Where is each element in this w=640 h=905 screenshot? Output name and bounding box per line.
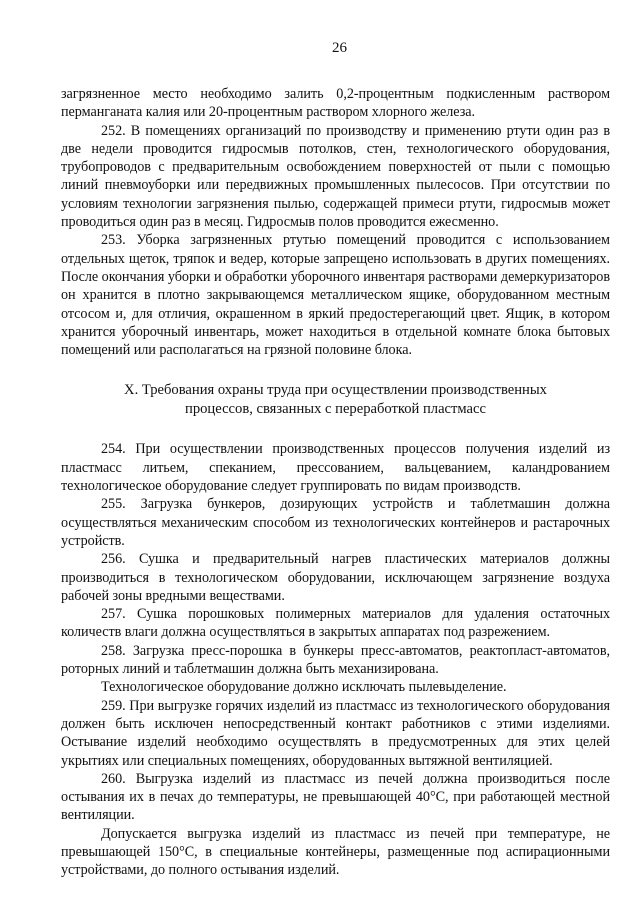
paragraph-252: 252. В помещениях организаций по производству и применению ртути один раз в две недели проводится гидросмыв потолков, стен, технологического оборудования, трубопроводов с предварительным освобождением поверхностей от пыли с помощью линий пневмоуборки или передвижных промышленных пылесосов. При отсутствии по условиям технологии загрязнения пылью, содержащей примеси ртути, гидросмыв может проводиться один раз в месяц. Гидросмыв полов проводится ежесменно.	[61, 122, 610, 231]
paragraph-continuation: загрязненное место необходимо залить 0,2-процентным подкисленным раствором перманганата калия или 20-процентным раствором хлорного железа.	[61, 86, 610, 121]
paragraph-258-note: Технологическое оборудование должно исключать пылевыделение.	[101, 679, 507, 696]
section-heading	[61, 381, 610, 418]
section-heading-line-2: процессов, связанных с переработкой пластмасс	[185, 400, 486, 417]
paragraph-257: 257. Сушка порошковых полимерных материалов для удаления остаточных количеств влаги должна осуществляться в закрытых аппаратах под разрежением.	[61, 606, 610, 641]
paragraph-254: 254. При осуществлении производственных процессов получения изделий из пластмасс литьем, спеканием, прессованием, вальцеванием, каландрованием технологическое оборудование следует группировать по видам производств.	[61, 441, 610, 495]
paragraph-259: 259. При выгрузке горячих изделий из пластмасс из технологического оборудования должен быть исключен непосредственный контакт работников с этими изделиями. Остывание изделий необходимо осуществлять в предусмотренных для этих целей укрытиях или специальных помещениях, оборудованных вытяжной вентиляцией.	[61, 697, 610, 769]
page-number: 26	[332, 40, 347, 56]
text-block-after	[61, 440, 610, 879]
paragraph-260-note: Допускается выгрузка изделий из пластмасс из печей при температуре, не превышающей 150°С, в специальные контейнеры, размещенные под аспирационными устройствами, до полного остывания изделий.	[61, 825, 610, 879]
paragraph-256: 256. Сушка и предварительный нагрев пластических материалов должны производиться в технологическом оборудовании, исключающем загрязнение воздуха рабочей зоны вредными веществами.	[61, 551, 610, 604]
paragraph-253: 253. Уборка загрязненных ртутью помещений проводится с использованием отдельных щеток, тряпок и ведер, которые запрещено использовать в других помещениях. После окончания уборки и обработки уборочного инвентаря растворами демеркуризаторов он хранится в плотно закрывающемся металлическом ящике, оборудованном местным отсосом и, для отличия, окрашенном в яркий предостерегающий цвет. Ящик, в котором хранится уборочный инвентарь, может находиться в отдельной комнате блока бытовых помещений или располагаться на грязной половине блока.	[61, 232, 610, 359]
paragraph-255: 255. Загрузка бункеров, дозирующих устройств и таблетмашин должна осуществляться механическим способом из технологических контейнеров и растарочных устройств.	[61, 496, 610, 549]
paragraph-258: 258. Загрузка пресс-порошка в бункеры пресс-автоматов, реактопласт-автоматов, роторных линий и таблетмашин должна быть механизирована.	[61, 642, 610, 678]
section-heading-line-1: X. Требования охраны труда при осуществлении производственных	[124, 382, 547, 399]
paragraph-260: 260. Выгрузка изделий из пластмасс из печей должна производиться после остывания их в печах до температуры, не превышающей 40°С, при работающей местной вентиляции.	[61, 770, 610, 824]
text-block-before	[61, 85, 610, 359]
